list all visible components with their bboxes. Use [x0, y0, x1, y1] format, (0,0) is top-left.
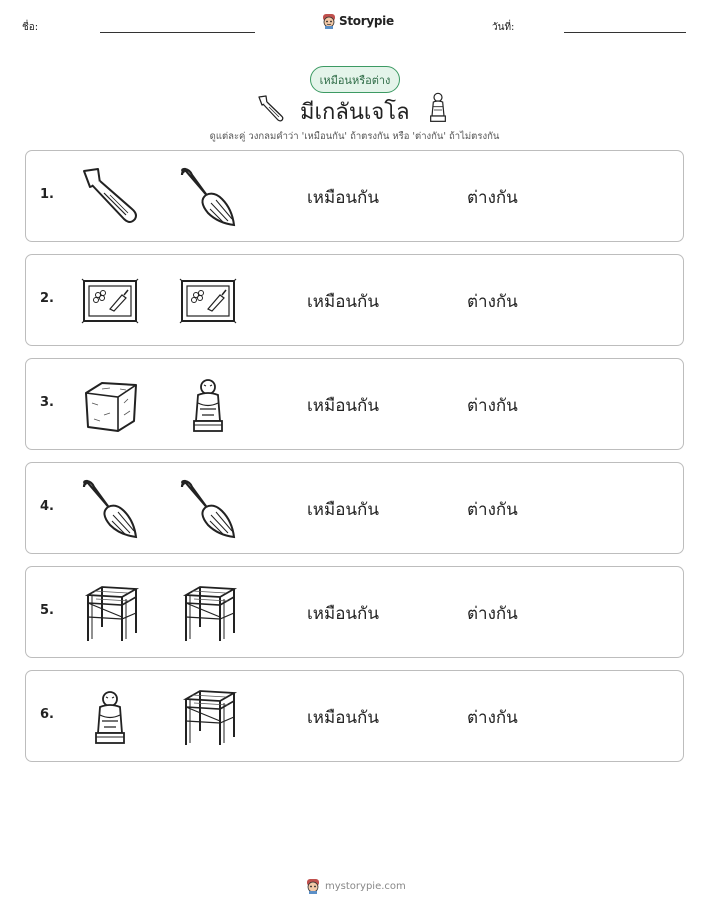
brush-icon	[178, 167, 238, 227]
option-different[interactable]: ต่างกัน	[467, 188, 518, 208]
option-different[interactable]: ต่างกัน	[467, 708, 518, 728]
scaffold-icon	[80, 583, 140, 643]
exercise-row	[25, 254, 684, 346]
exercise-row	[25, 358, 684, 450]
chisel-icon	[255, 94, 285, 124]
exercise-row	[25, 462, 684, 554]
scaffold-icon	[178, 583, 238, 643]
storypie-mascot-icon	[322, 13, 336, 29]
footer	[306, 878, 406, 894]
option-same[interactable]: เหมือนกัน	[307, 708, 379, 728]
marble-block-icon	[80, 375, 140, 435]
option-different[interactable]: ต่างกัน	[467, 604, 518, 624]
option-different[interactable]: ต่างกัน	[467, 292, 518, 312]
row-number: 5.	[40, 603, 54, 618]
statue-icon	[80, 687, 140, 747]
option-same[interactable]: เหมือนกัน	[307, 396, 379, 416]
date-label: วันที่:	[492, 22, 515, 33]
storypie-mascot-icon	[306, 878, 320, 894]
exercise-row	[25, 670, 684, 762]
statue-icon	[178, 375, 238, 435]
option-same[interactable]: เหมือนกัน	[307, 188, 379, 208]
brand-logo	[322, 13, 394, 29]
footer-url[interactable]: mystorypie.com	[325, 880, 406, 892]
row-number: 1.	[40, 187, 54, 202]
worksheet-type-badge: เหมือนหรือต่าง	[310, 66, 400, 93]
exercise-row	[25, 150, 684, 242]
fresco-tile-icon	[178, 271, 238, 331]
fresco-tile-icon	[80, 271, 140, 331]
row-number: 6.	[40, 707, 54, 722]
option-same[interactable]: เหมือนกัน	[307, 500, 379, 520]
option-different[interactable]: ต่างกัน	[467, 396, 518, 416]
row-number: 2.	[40, 291, 54, 306]
option-same[interactable]: เหมือนกัน	[307, 604, 379, 624]
name-label: ชื่อ:	[22, 22, 39, 33]
title-row	[0, 92, 709, 126]
chisel-icon	[80, 167, 140, 227]
page-title: มีเกลันเจโล	[300, 100, 410, 125]
option-same[interactable]: เหมือนกัน	[307, 292, 379, 312]
brand-name: Storypie	[339, 14, 394, 28]
name-field-line[interactable]	[100, 32, 255, 33]
date-field-line[interactable]	[564, 32, 686, 33]
brush-icon	[178, 479, 238, 539]
option-different[interactable]: ต่างกัน	[467, 500, 518, 520]
brush-icon	[80, 479, 140, 539]
scaffold-icon	[178, 687, 238, 747]
row-number: 3.	[40, 395, 54, 410]
row-number: 4.	[40, 499, 54, 514]
instructions: ดูแต่ละคู่ วงกลมคำว่า 'เหมือนกัน' ถ้าตรงกัน หรือ 'ต่างกัน' ถ้าไม่ตรงกัน	[209, 131, 500, 142]
statue-icon	[428, 92, 448, 124]
exercise-row	[25, 566, 684, 658]
